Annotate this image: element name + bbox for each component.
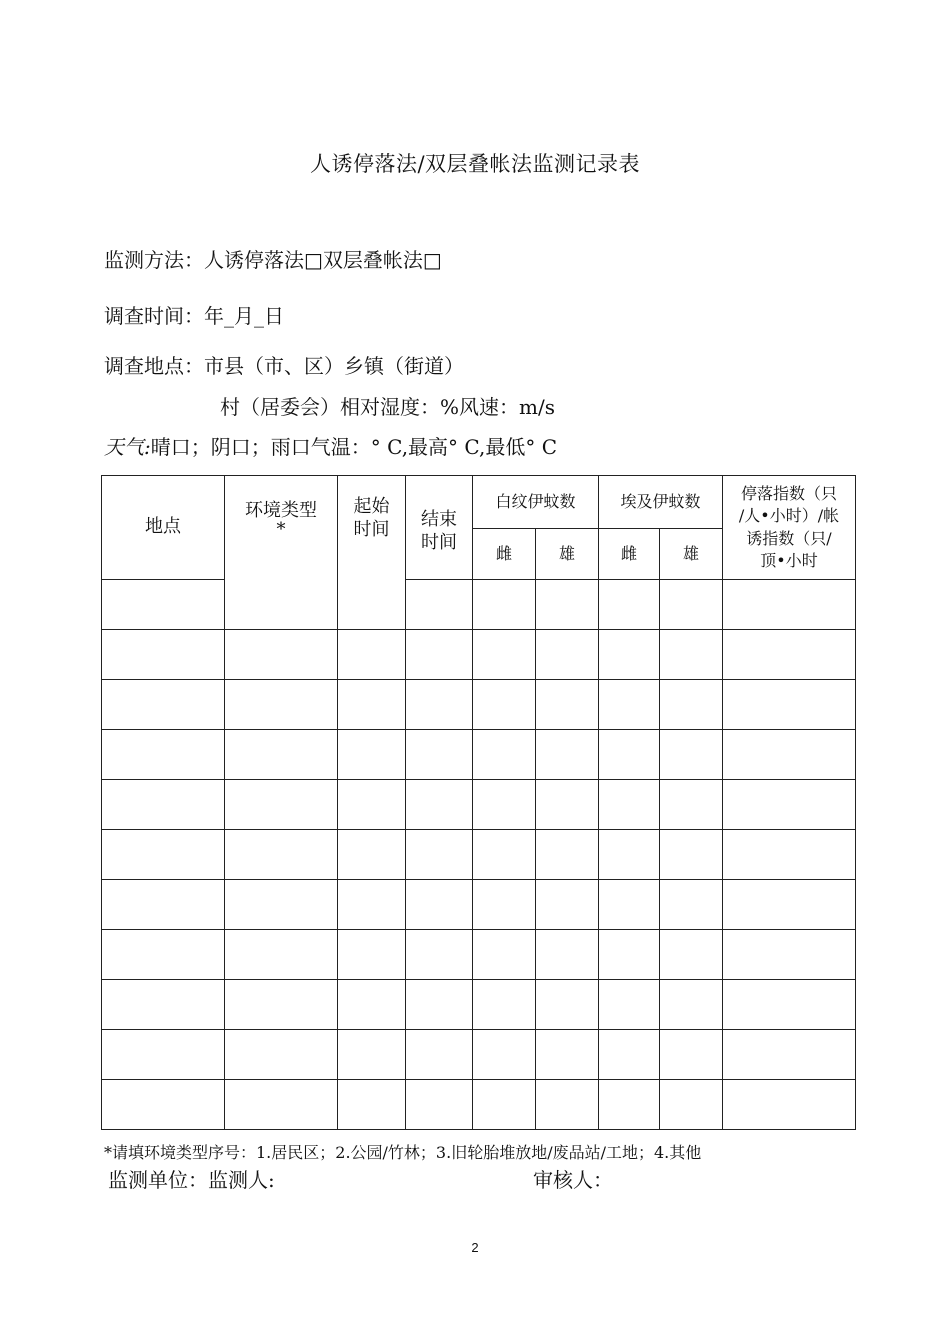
table-cell[interactable] xyxy=(599,780,660,830)
table-cell[interactable] xyxy=(599,1030,660,1080)
table-cell[interactable] xyxy=(660,680,723,730)
table-cell[interactable] xyxy=(473,1030,536,1080)
table-cell[interactable] xyxy=(338,980,406,1030)
table-row xyxy=(102,980,856,1030)
header-location: 地点 xyxy=(102,476,225,580)
table-cell[interactable] xyxy=(723,1080,856,1130)
table-cell[interactable] xyxy=(406,1030,473,1080)
header-male: 雄 xyxy=(660,529,723,580)
header-env-type: 环境类型 * xyxy=(225,476,338,630)
table-cell[interactable] xyxy=(338,780,406,830)
survey-time-line: 调查时间：年_月_日 xyxy=(104,304,284,328)
weather-line xyxy=(104,431,557,460)
monitor-signature-line: 监测单位：监测人: xyxy=(108,1168,275,1192)
table-cell[interactable] xyxy=(406,1080,473,1130)
table-cell[interactable] xyxy=(723,1030,856,1080)
table-cell[interactable] xyxy=(338,630,406,680)
table-row xyxy=(102,1030,856,1080)
table-cell[interactable] xyxy=(338,830,406,880)
table-cell[interactable] xyxy=(473,930,536,980)
table-cell[interactable] xyxy=(225,780,338,830)
table-cell[interactable] xyxy=(599,880,660,930)
table-cell[interactable] xyxy=(536,830,599,880)
table-cell[interactable] xyxy=(660,1030,723,1080)
table-cell[interactable] xyxy=(225,1030,338,1080)
weather-label: 天气: xyxy=(104,435,151,459)
weather-values: 晴口；阴口；雨口气温：° C,最高° C,最低° C xyxy=(150,435,558,459)
table-cell[interactable] xyxy=(536,1030,599,1080)
table-cell[interactable] xyxy=(660,630,723,680)
header-aedes-albopictus: 白纹伊蚊数 xyxy=(473,476,599,529)
table-row xyxy=(102,580,856,630)
header-female: 雌 xyxy=(473,529,536,580)
table-cell[interactable] xyxy=(406,930,473,980)
header-aedes-aegypti: 埃及伊蚊数 xyxy=(599,476,723,529)
table-cell[interactable] xyxy=(723,880,856,930)
table-cell[interactable] xyxy=(102,880,225,930)
footnote: *请填环境类型序号：1.居民区；2.公园/竹林；3.旧轮胎堆放地/废品站/工地；4.其他 xyxy=(104,1143,702,1162)
table-cell[interactable] xyxy=(599,630,660,680)
table-cell[interactable] xyxy=(723,830,856,880)
table-cell[interactable] xyxy=(102,680,225,730)
table-cell[interactable] xyxy=(660,930,723,980)
table-cell[interactable] xyxy=(102,830,225,880)
reviewer-signature-line: 审核人： xyxy=(533,1168,613,1192)
table-cell[interactable] xyxy=(225,930,338,980)
table-cell[interactable] xyxy=(225,730,338,780)
header-male: 雄 xyxy=(536,529,599,580)
table-cell[interactable] xyxy=(536,680,599,730)
table-row xyxy=(102,630,856,680)
survey-location-line: 调查地点：市县（市、区）乡镇（街道） xyxy=(104,354,464,378)
method-line: 监测方法：人诱停落法□双层叠帐法□ xyxy=(104,248,442,272)
record-table xyxy=(101,475,856,1130)
table-cell[interactable] xyxy=(599,930,660,980)
table-cell[interactable] xyxy=(599,730,660,780)
table-cell[interactable] xyxy=(473,1080,536,1130)
table-cell[interactable] xyxy=(660,780,723,830)
table-cell[interactable] xyxy=(102,730,225,780)
table-cell[interactable] xyxy=(102,580,225,630)
table-cell[interactable] xyxy=(225,980,338,1030)
table-cell[interactable] xyxy=(536,780,599,830)
header-end-time: 结束 时间 xyxy=(406,476,473,580)
table-cell[interactable] xyxy=(225,880,338,930)
table-cell[interactable] xyxy=(723,680,856,730)
table-cell[interactable] xyxy=(536,930,599,980)
table-cell[interactable] xyxy=(338,930,406,980)
table-cell[interactable] xyxy=(406,680,473,730)
table-cell[interactable] xyxy=(338,880,406,930)
table-cell[interactable] xyxy=(536,730,599,780)
table-cell[interactable] xyxy=(338,730,406,780)
table-cell[interactable] xyxy=(473,680,536,730)
table-cell[interactable] xyxy=(723,780,856,830)
table-cell[interactable] xyxy=(473,980,536,1030)
table-row xyxy=(102,780,856,830)
table-cell[interactable] xyxy=(660,580,723,630)
table-row xyxy=(102,680,856,730)
table-row xyxy=(102,1080,856,1130)
table-cell[interactable] xyxy=(660,730,723,780)
table-cell[interactable] xyxy=(536,880,599,930)
table-cell[interactable] xyxy=(406,580,473,630)
table-cell[interactable] xyxy=(599,980,660,1030)
table-cell[interactable] xyxy=(723,930,856,980)
table-cell[interactable] xyxy=(473,580,536,630)
table-cell[interactable] xyxy=(473,880,536,930)
table-cell[interactable] xyxy=(102,930,225,980)
table-cell[interactable] xyxy=(406,880,473,930)
header-start-time: 起始 时间 xyxy=(338,476,406,630)
table-cell[interactable] xyxy=(406,730,473,780)
table-cell[interactable] xyxy=(599,1080,660,1130)
table-cell[interactable] xyxy=(473,730,536,780)
table-cell[interactable] xyxy=(225,630,338,680)
table-row xyxy=(102,880,856,930)
table-cell[interactable] xyxy=(536,980,599,1030)
table-cell[interactable] xyxy=(536,630,599,680)
table-row xyxy=(102,730,856,780)
table-cell[interactable] xyxy=(723,580,856,630)
table-cell[interactable] xyxy=(723,630,856,680)
table-cell[interactable] xyxy=(660,980,723,1030)
table-cell[interactable] xyxy=(599,580,660,630)
table-cell[interactable] xyxy=(536,1080,599,1130)
table-cell[interactable] xyxy=(660,830,723,880)
table-cell[interactable] xyxy=(102,1080,225,1130)
table-cell[interactable] xyxy=(536,580,599,630)
table-cell[interactable] xyxy=(338,1030,406,1080)
table-cell[interactable] xyxy=(473,780,536,830)
table-cell[interactable] xyxy=(660,880,723,930)
table-cell[interactable] xyxy=(102,780,225,830)
table-cell[interactable] xyxy=(406,630,473,680)
table-cell[interactable] xyxy=(599,680,660,730)
table-cell[interactable] xyxy=(225,680,338,730)
table-cell[interactable] xyxy=(102,980,225,1030)
table-cell[interactable] xyxy=(473,830,536,880)
table-cell[interactable] xyxy=(338,680,406,730)
header-female: 雌 xyxy=(599,529,660,580)
table-cell[interactable] xyxy=(406,830,473,880)
table-cell[interactable] xyxy=(225,1080,338,1130)
form-title: 人诱停落法/双层叠帐法监测记录表 xyxy=(309,152,641,176)
table-cell[interactable] xyxy=(599,830,660,880)
header-landing-index: 停落指数（只 /人•小时）/帐 诱指数（只/ 顶•小时 xyxy=(723,476,856,580)
table-cell[interactable] xyxy=(723,980,856,1030)
table-cell[interactable] xyxy=(102,1030,225,1080)
table-row xyxy=(102,830,856,880)
table-cell[interactable] xyxy=(338,1080,406,1130)
table-cell[interactable] xyxy=(473,630,536,680)
table-cell[interactable] xyxy=(406,780,473,830)
table-cell[interactable] xyxy=(660,1080,723,1130)
table-cell[interactable] xyxy=(102,630,225,680)
page-number: 2 xyxy=(471,1240,479,1255)
table-row xyxy=(102,930,856,980)
table-cell[interactable] xyxy=(225,830,338,880)
table-cell[interactable] xyxy=(406,980,473,1030)
table-cell[interactable] xyxy=(723,730,856,780)
village-humidity-line: 村（居委会）相对湿度：%风速：m/s xyxy=(220,395,555,419)
